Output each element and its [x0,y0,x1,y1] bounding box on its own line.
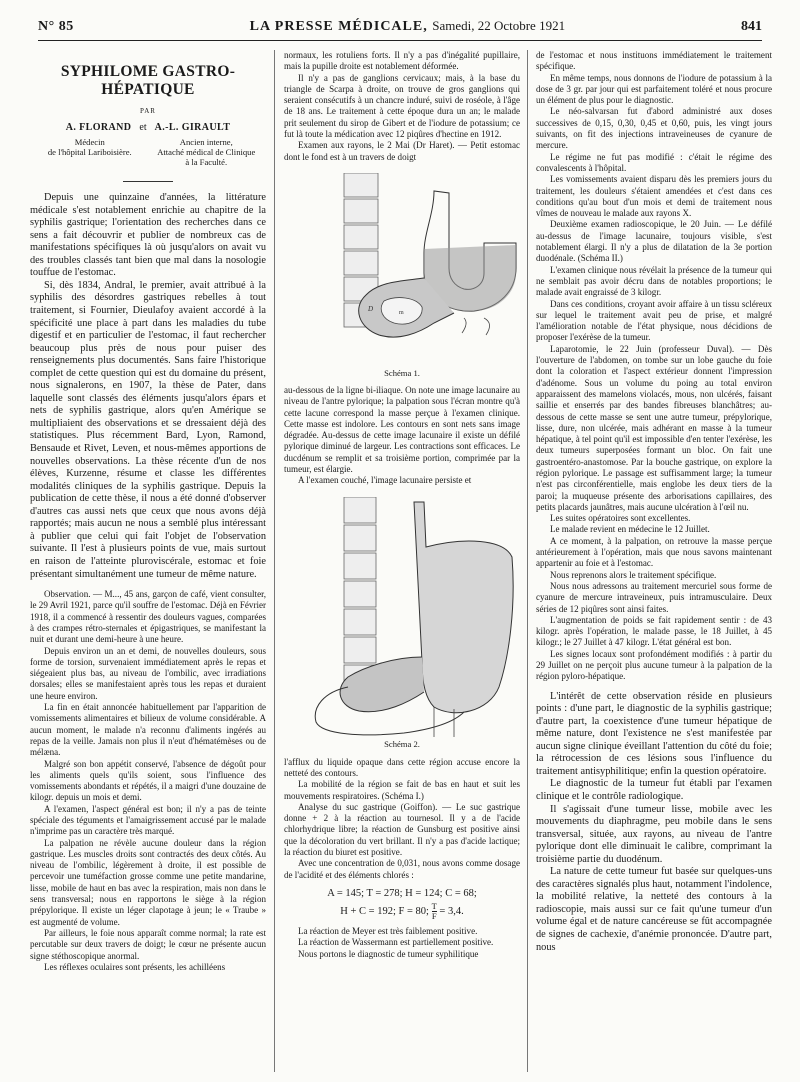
paragraph: Avec une concentration de 0,031, nous avons comme dosage de l'acidité et des éléments chlorés : [284,858,520,880]
schema-2-drawing [284,497,520,753]
paragraph: Nous portons le diagnostic de tumeur syphilitique [298,948,479,959]
author-1: A. FLORAND [65,121,132,133]
paragraph: Les suites opératoires sont excellentes. [550,513,691,524]
svg-text:D: D [368,304,374,313]
formula-line-1: A = 145; T = 278; H = 124; C = 68; [327,887,477,899]
paragraph: La palpation ne révèle aucune douleur dans la région gastrique. Les muscles droits sont contractés des deux côtés. Au niveau de l'ombilic, légèrement à droite, il est possible de percevoir une tuméfaction grosse comme une petite mandarine, lisse, mobile de haut en bas avec la respiration, mais non dans le sens transversal; nous en rapportons le siège à la région prépylorique. Il existe un léger clapotage à jeun; le « Traube » est augmenté de volume. [30,837,266,927]
paragraph: Les signes locaux sont profondément modifiés : à partir du 29 Juillet on ne perçoit plus aucune tumeur à la palpation de la région pyloro-hépatique. [536,648,772,682]
paragraph: Nous reprenons alors le traitement spécifique. [550,569,717,580]
journal-date: Samedi, 22 Octobre 1921 [432,18,566,33]
paragraph: La fin en était annoncée habituellement par l'apparition de vomissements alimentaires et bilieux de volume considérable. A aucun moment, le malade n'a reconnu d'aliments ingérés au repas de la veille. Jamais non plus il n'eut d'hématémèses ou de mélæna. [30,702,266,758]
paragraph: Dans ces conditions, croyant avoir affaire à un tissu scléreux sur lequel le traitement avait peu de prise, et malgré l'amélioration notable de l'état physique, nous décidions de proposer l'exérèse de la tumeur. [536,298,772,343]
paragraph: Le néo-salvarsan fut d'abord administré aux doses successives de 0,15, 0,30, 0,45 et 0,60, puis, les vingt jours suivants, on fit des injections intraveineuses de cyanure de mercure. [536,106,772,151]
paragraph: En même temps, nous donnons de l'iodure de potassium à la dose de 3 gr. par jour qui est parfaitement toléré et nous procure un élément de plus pour le diagnostic. [536,72,772,106]
column-2 [284,50,520,960]
fraction-numerator: T [431,900,437,911]
schema-2-figure [284,497,520,753]
paragraph: Nous nous adressons au traitement mercuriel sous forme de cyanure de mercure intraveineux, puis intramusculaire. Deux séries de 12 piqûres sont ainsi faites. [536,580,772,614]
article-title: SYPHILOME GASTRO-HÉPATIQUE [60,63,236,98]
paragraph: La mobilité de la région se fait de bas en haut et suit les mouvements respiratoires. (Schéma I.) [284,779,520,801]
paragraph: Les réflexes oculaires sont présents, les achilléens [44,961,226,972]
paragraph: La réaction de Meyer est très faiblement positive. [298,925,478,936]
paragraph: Le malade revient en médecine le 12 Juillet. [550,524,710,535]
paragraph: normaux, les rotuliens forts. Il n'y a pas d'inégalité pupillaire, mais la pupille droite est notablement déformée. [284,50,520,72]
column-divider [527,50,528,1072]
paragraph: Analyse du suc gastrique (Goiffon). — Le suc gastrique donne + 2 à la réaction au tournesol. Il y a de l'acide chlorhydrique libre; la réaction de Gunsburg est positive ainsi que la décoloration du vert brillant. Il n'y a pas d'acide lactique; la réaction du biuret est positive. [284,801,520,858]
paragraph: La réaction de Wassermann est partiellement positive. [298,937,494,948]
schema-1-caption: Schéma 1. [384,367,420,378]
paragraph: Le régime ne fut pas modifié : c'était le régime des convalescents à l'hôpital. [536,151,772,173]
observation-continued [536,50,772,683]
paragraph: de l'estomac et nous instituons immédiatement le traitement spécifique. [536,50,772,72]
paragraph: au-dessous de la ligne bi-iliaque. On note une image lacunaire au niveau de l'antre pylorique; la palpation sous l'écran montre qu'à cette lacune correspond la masse perçue à l'examen clinique. Cette masse est indolore. Les contours en sont nets sans image dégradée. Au-dessus de cette image lacunaire il existe un défilé pylorique diminué de largeur. Les contractions sont efficaces. Le ducdénum se remplit et sa troisième portion, comprimée par la tumeur, est élargie. [284,384,520,475]
paragraph: Laparotomie, le 22 Juin (professeur Duval). — Dès l'ouverture de l'abdomen, on tombe sur un lobe gauche du foie dont la coloration et l'aspect extérieur donnent l'impression d'adénome. Sous un volume du poing au total environ apparaissent des mamelons violacés, mous, non ulcérés, faisant saillie et enserrés par des bandes fibreuses blanchâtres; au-dessous de cette masse se sent une autre tumeur, prépylorique, lisse, dure, non ulcérée, mais adhérant en masse à la tumeur hépatique, à tel point qu'il est impossible d'en tenter l'exérèse, les deux tumeurs superposées formant un bloc. On fait une gastroentéro-anastomose. Par la bouche gastrique, on explore la région pylorique. Le passage est suffisamment large; la tumeur n'est pas circonférentielle, mais englobe les deux tiers de la paroi; la muqueuse présente des arborisations capillaires, des petits placards jaunâtres, mais aucune ulcération à l'œil nu. [536,343,772,512]
paragraph: Les vomissements avaient disparu dès les premiers jours du traitement, les douleurs s'étaient amendées et c'est dans ces conditions qu'au bout d'un mois et demi de traitement nous vîmes de nouveau le malade aux rayons X. [536,174,772,219]
author-2: A.-L. GIRAULT [154,121,231,133]
paragraph: Le diagnostic de la tumeur fut établi par l'examen clinique et le contrôle radiologique. [536,778,772,802]
paragraph: A ce moment, à la palpation, on retrouve la masse perçue antérieurement à l'opération, mais que nous savons maintenant appartenir au foie et à l'estomac. [536,535,772,569]
paragraph: Observation. — M..., 45 ans, garçon de café, vient consulter, le 29 Avril 1921, parce qu'il souffre de l'estomac. Déjà en Février 1918, il a commencé à ressentir des douleurs vagues, comparées à des crampes rétro-sternales et épigastriques, se manifestant la nuit et durant une demi-heure à une heure. [30,589,266,645]
formula-fraction [432,902,437,921]
schema-2-caption: Schéma 2. [384,739,420,750]
paragraph: Depuis une quinzaine d'années, la littérature médicale s'est notablement enrichie au chapitre de la syphilis gastrique; l'orientation des recherches dans ce sens a fait découvrir et publier de nombreux cas de manifestations spécifiques là où jusqu'alors on avait vu des troubles classés tant bien que mal dans la nosologie touffue de l'estomac. [30,192,266,279]
formula-part: = 3,4. [439,905,464,917]
paragraph: Il s'agissait d'une tumeur lisse, mobile avec les mouvements du diaphragme, peu mobile dans le sens transversal, située, aux rayons, au niveau de l'antre pylorique dont elle diminuait le calibre, comprimant la troisième partie du duodénum. [536,803,772,865]
paragraph: Il n'y a pas de ganglions cervicaux; mais, à la base du triangle de Scarpa à droite, on trouve de gros ganglions qui seraient consécutifs à un chancre induré, suivi de roséole, à l'âge de 18 ans. Le traitement à cette époque dura un an; le malade prit seulement du sirop de Gibert et de l'iodure de potassium; ce fut là toute la médication avec 12 piqûres d'hectine en 1912. [284,72,520,140]
byline-par: PAR [140,107,156,115]
formula-line-2 [284,902,520,921]
paragraph: Malgré son bon appétit conservé, l'absence de dégoût pour les aliments quels qu'ils soient, sous l'influence des vomissements abondants et répétés, il a maigri d'une douzaine de kilogr. depuis un mois et demi. [30,758,266,803]
paragraph: Examen aux rayons, le 2 Mai (Dr Haret). — Petit estomac dont le fond est à un travers de doigt [284,140,520,162]
fraction-denominator: F [431,910,437,921]
observation-block [30,589,266,973]
authors [30,122,266,135]
schema-1-drawing [284,173,520,381]
issue-number: N° 85 [38,19,74,34]
affiliation-2: Ancien interne, Attaché médical de Clinique à la Faculté. [157,137,256,168]
paragraph: Depuis environ un an et demi, de nouvelles douleurs, sous forme de torsion, survenaient immédiatement après le repas et siégeaient plus bas, au niveau de l'ombilic, avec irradiations dorsales; elles se manifestaient après tous les repas et duraient une heure environ. [30,645,266,701]
spine [344,497,376,691]
header-rule [38,40,762,41]
paragraph: La nature de cette tumeur fut basée sur quelques-uns des caractères signalés plus haut, notamment l'indolence, la mobilité relative, la netteté des contours à la radioscopie, mais aussi sur ce fait qu'une tumeur d'un volume égal et de nature cancéreuse se fût accompagnée de signes de cachexie, d'anémie prononcée. D'autre part, nous [536,866,772,953]
discussion-block [536,691,772,954]
paragraph: L'examen clinique nous révélait la présence de la tumeur qui ne semblait pas avoir décru dans de notables proportions; le malade avait engraissé de 3 kilogr. [536,264,772,298]
schema-1-figure [284,173,520,381]
author-and: et [139,121,147,133]
svg-text:m: m [399,309,404,316]
page-header [38,18,762,38]
affiliation-1: Médecin de l'hôpital Lariboisière. [47,137,132,158]
paragraph: Deuxième examen radioscopique, le 20 Juin. — Le défilé au-dessus de l'image lacunaire, toujours visible, s'est notablement élargi. Il n'y a plus de dilatation de la 3e portion duodénale. (Schéma II.) [536,219,772,264]
formula-part: H + C = 192; F = 80; [340,905,429,917]
title-rule [123,181,173,182]
paragraph: L'intérêt de cette observation réside en plusieurs points : d'une part, le diagnostic de la syphilis gastrique; d'autre part, la coexistence d'une tumeur hépatique de même nature, dont l'existence ne s'est manifestée par aucun signe clinique éveillant l'attention du côté du foie; la rétrocession de ces lésions sous l'influence du traitement antisyphilitique; enfin la question opératoire. [536,690,772,777]
journal-name: LA PRESSE MÉDICALE, [249,19,428,34]
affiliations [30,137,266,167]
paragraph: A l'examen couché, l'image lacunaire persiste et [298,475,472,486]
paragraph: Par ailleurs, le foie nous apparaît comme normal; la rate est percutable sur deux travers de doigt; le cœur ne présente aucun signe stéthoscopique anormal. [30,927,266,961]
paragraph: l'afflux du liquide opaque dans cette région accuse encore la netteté des contours. [284,756,520,778]
column-divider [274,50,275,1072]
paragraph: Si, dès 1834, Andral, le premier, avait attribué à la syphilis des désordres gastriques rebelles à tout traitement, si Fournier, Dieulafoy avaient accordé à la spécificité une place à part dans les maladies du tube digestif et en particulier de l'estomac, il faut rechercher beaucoup plus près de nous pour puiser des renseignements plus documentés. Sans faire l'historique complet de cette question qui est du domaine du présent, nous signalerons, en 1907, la thèse de Pater, dans laquelle sont classés des éléments jusqu'alors épars et nets de syphilis gastrique, alors qu'en Amérique se multipliaient des observations et se dressaient déjà des statistiques. Plus récemment Bard, Lyon, Ramond, Bensaude et Rivet, Leven, et nous-mêmes apportions de nouvelles observations. La thèse récente d'un de nos élèves, Kurzenne, résume et classe les différentes modalités cliniques de la syphilis gastrique. Depuis la publication de cette thèse, il nous a été donné d'observer d'autres cas aussi nets que ceux que nous avons déjà rapportés; mais aucun ne nous a semblé plus intéressant à publier que celui qui fait l'objet de l'observation suivante. Il l'est à plusieurs points de vue, mais surtout en raison de l'atteinte pluroviscérale, estomac et foie présentant simultanément une tumeur de même nature. [30,279,266,580]
stomach-outline [414,502,513,713]
paragraph: L'augmentation de poids se fait rapidement sentir : de 43 kilogr. après l'opération, le malade passe, le 18 Juillet, à 45 kilogr.; le 27 Juillet à 47 kilogr. L'état général est bon. [536,614,772,648]
journal-title [250,18,565,35]
page-number: 841 [741,19,762,34]
chlorine-formula [284,886,520,921]
column-1 [30,50,266,973]
paragraph: A l'examen, l'aspect général est bon; il n'y a pas de teinte spéciale des téguments et l'amaigrissement accusé par le malade n'imprime pas un caractère très marqué. [30,803,266,837]
column-3 [536,50,772,954]
